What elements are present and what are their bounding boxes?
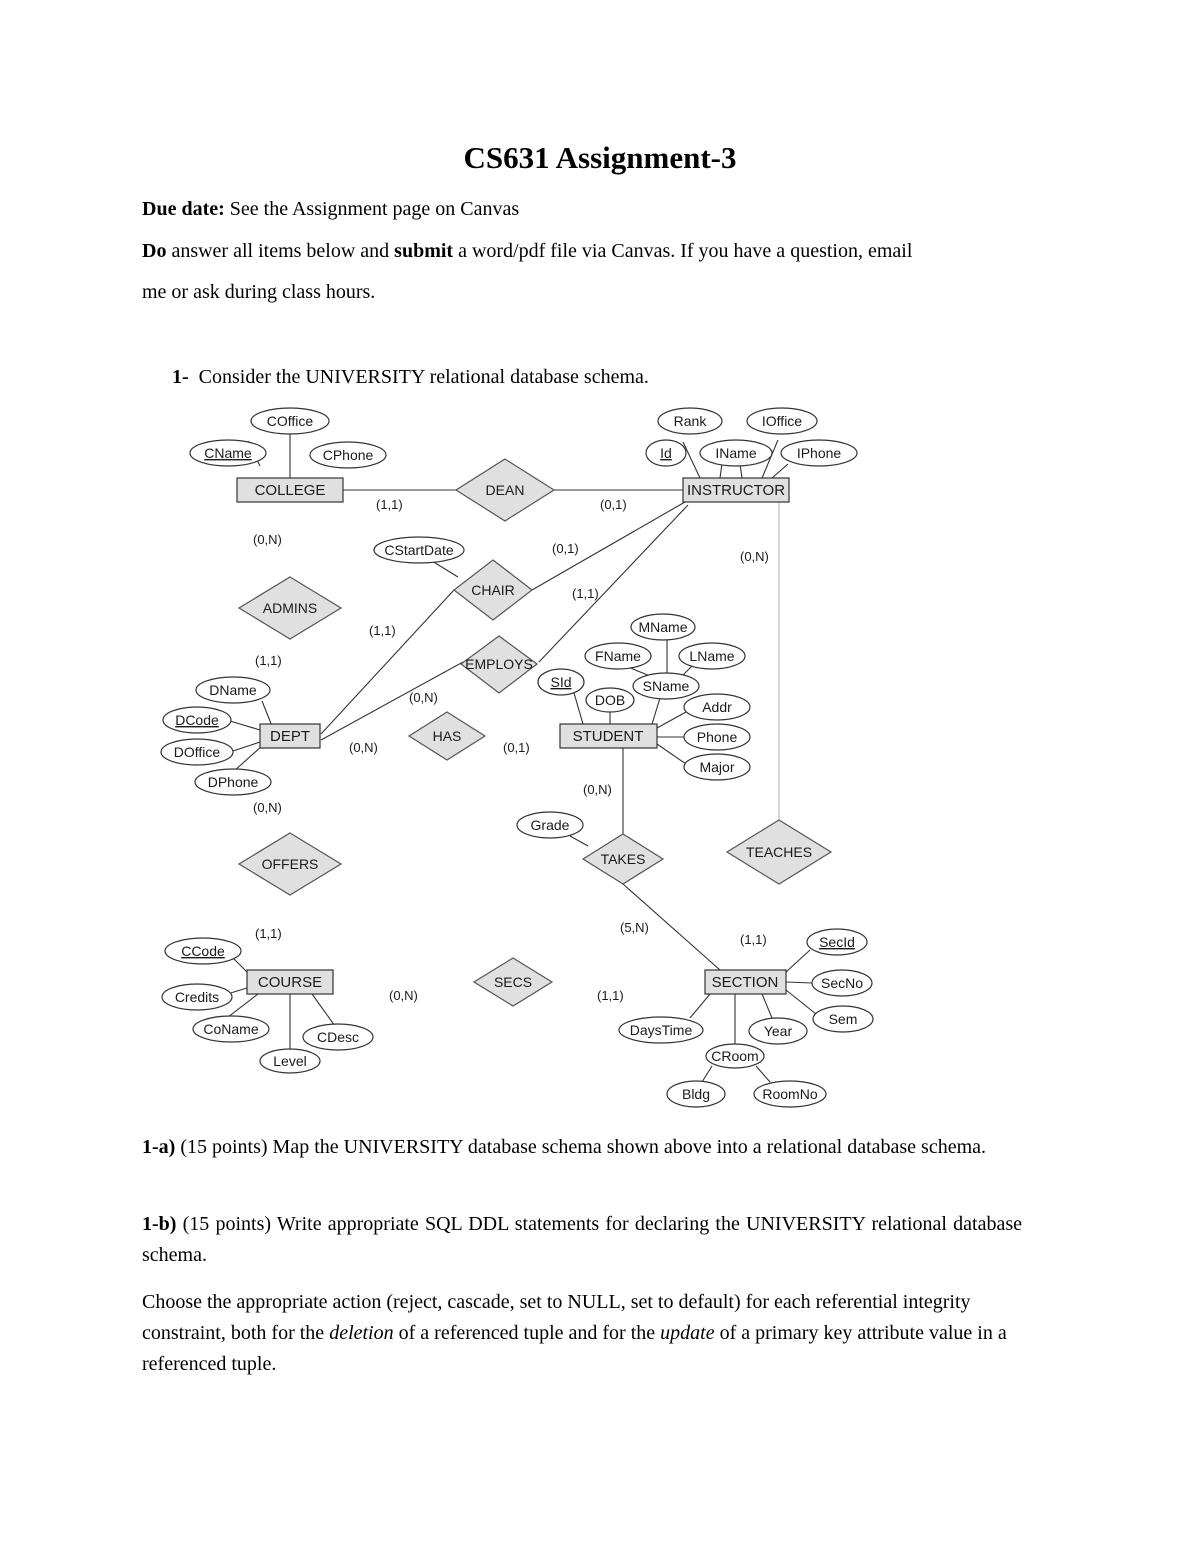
choose-text-1: Choose the appropriate action (reject, cascade, set to NULL, set to default) for each referential integrity constraint, both for the: [142, 1291, 971, 1344]
attr-secno: [812, 970, 872, 996]
attr-mname: [631, 614, 695, 640]
relationship-chair: [454, 560, 532, 620]
attr-label: LName: [689, 648, 735, 664]
choose-text-2: of a referenced tuple and for the: [393, 1322, 661, 1344]
attr-croom: [706, 1044, 764, 1068]
attr-label: DOffice: [173, 744, 221, 760]
attr-label: DPhone: [207, 774, 259, 790]
attr-label: Rank: [673, 413, 707, 429]
cardinality-label: (0,N): [740, 549, 769, 564]
attr-coffice: [251, 408, 329, 434]
question-1b-label: 1-b): [142, 1213, 177, 1235]
entity-student: [560, 724, 657, 748]
attr-label: SId: [550, 674, 572, 690]
attr-major: [684, 754, 750, 780]
attr-label: SecId: [819, 934, 855, 950]
attr-rank: [658, 408, 722, 434]
submit-label: submit: [394, 240, 454, 262]
cardinality-label: (0,1): [503, 740, 530, 755]
attr-label: Id: [660, 445, 672, 461]
entity-label: DEPT: [269, 728, 311, 745]
attr-label: Grade: [530, 817, 570, 833]
attr-phone: [684, 724, 750, 750]
relationship-dean: [456, 459, 554, 521]
attr-cstartdate: [374, 537, 464, 563]
deletion-term: deletion: [329, 1322, 394, 1344]
attr-dname: [196, 677, 270, 703]
cardinality-label: (1,1): [740, 932, 767, 947]
relationship-label: ADMINS: [262, 600, 318, 616]
cardinality-label: (1,1): [255, 653, 282, 668]
relationship-label: OFFERS: [261, 856, 319, 872]
cardinality-label: (1,1): [255, 926, 282, 941]
attr-label: DCode: [175, 712, 219, 728]
relationship-takes: [583, 834, 663, 884]
attr-label: Level: [273, 1053, 307, 1069]
question-1-text: Consider the UNIVERSITY relational database schema.: [198, 366, 649, 388]
relationship-admins: [239, 577, 341, 639]
due-date-text: See the Assignment page on Canvas: [224, 198, 520, 220]
page-title: CS631 Assignment-3: [463, 140, 737, 175]
cardinality-label: (0,N): [349, 740, 378, 755]
attr-label: Year: [763, 1023, 793, 1039]
question-1b: [142, 1209, 1022, 1271]
attr-label: Addr: [702, 699, 732, 715]
attr-cname: [190, 440, 266, 466]
cardinality-label: (1,1): [572, 586, 599, 601]
do-label: Do: [142, 240, 167, 262]
entity-label: STUDENT: [572, 728, 644, 745]
entity-dept: [260, 724, 320, 748]
entity-label: COURSE: [257, 974, 323, 991]
attr-level: [260, 1049, 320, 1073]
attr-label: DName: [209, 682, 257, 698]
question-1b-text: (15 points) Write appropriate SQL DDL statements for declaring the UNIVERSITY relational database schema.: [142, 1213, 1022, 1266]
attr-sname: [633, 673, 699, 699]
attr-label: CRoom: [711, 1048, 759, 1064]
relationship-label: TEACHES: [745, 844, 813, 860]
relationship-employs: [461, 636, 537, 693]
cardinality-label: (0,N): [409, 690, 438, 705]
attr-label: DOB: [594, 692, 626, 708]
attr-dphone: [195, 769, 271, 795]
relationship-label: EMPLOYS: [465, 656, 533, 672]
attr-label: IOffice: [761, 413, 803, 429]
attr-id: [646, 440, 686, 466]
attr-label: SName: [642, 678, 690, 694]
entity-college: [237, 478, 343, 502]
cardinality-label: (5,N): [620, 920, 649, 935]
attr-doffice: [161, 739, 233, 765]
question-1a-text: (15 points) Map the UNIVERSITY database schema shown above into a relational database schema.: [175, 1136, 987, 1158]
attr-iname: [700, 440, 772, 466]
attr-credits: [162, 984, 232, 1010]
question-1a: [142, 1132, 1022, 1163]
entity-label: INSTRUCTOR: [686, 482, 786, 499]
attr-ccode: [165, 938, 241, 964]
instructions-text-1: answer all items below and: [166, 240, 395, 262]
relationship-secs: [474, 958, 552, 1006]
relationship-has: [409, 712, 485, 760]
attr-label: Credits: [174, 989, 220, 1005]
attr-label: Major: [699, 759, 735, 775]
attr-label: Sem: [828, 1011, 858, 1027]
attr-label: CName: [204, 445, 252, 461]
attr-dcode: [163, 707, 231, 733]
attr-sid: [538, 669, 584, 695]
relationship-label: SECS: [493, 974, 533, 990]
attr-label: CoName: [203, 1021, 259, 1037]
attr-cphone: [310, 442, 386, 468]
attr-fname: [585, 643, 651, 669]
attr-year: [749, 1018, 807, 1044]
attr-label: Bldg: [681, 1086, 711, 1102]
attr-label: CCode: [181, 943, 225, 959]
cardinality-label: (0,N): [253, 800, 282, 815]
entity-course: [247, 970, 333, 994]
attr-secid: [807, 929, 867, 955]
attr-label: COffice: [266, 413, 314, 429]
attr-label: FName: [595, 648, 641, 664]
cardinality-label: (1,1): [369, 623, 396, 638]
instructions-line-2: me or ask during class hours.: [142, 281, 376, 303]
update-term: update: [660, 1322, 715, 1344]
relationship-label: TAKES: [600, 851, 646, 867]
attr-roomno: [754, 1081, 826, 1107]
attr-lname: [679, 643, 745, 669]
attr-label: DaysTime: [629, 1022, 693, 1038]
relationship-label: HAS: [432, 728, 462, 744]
relationship-label: CHAIR: [471, 582, 515, 598]
attr-label: Phone: [696, 729, 738, 745]
question-1a-label: 1-a): [142, 1136, 176, 1158]
referential-actions-paragraph: [142, 1287, 1022, 1380]
due-date-label: Due date:: [142, 198, 225, 220]
cardinality-label: (1,1): [597, 988, 624, 1003]
entity-instructor: [683, 478, 789, 502]
question-1-number: 1-: [172, 366, 189, 388]
attr-grade: [517, 812, 583, 838]
instructions-text-2: a word/pdf file via Canvas. If you have a question, email: [453, 240, 913, 262]
attr-addr: [684, 694, 750, 720]
attr-daystime: [619, 1017, 703, 1043]
attr-sem: [813, 1006, 873, 1032]
cardinality-label: (0,1): [552, 541, 579, 556]
attr-bldg: [667, 1081, 725, 1107]
relationship-label: DEAN: [485, 482, 525, 498]
choose-text-3: of a primary key attribute value in a referenced tuple.: [142, 1322, 1007, 1375]
attr-label: MName: [638, 619, 688, 635]
attr-ioffice: [747, 408, 817, 434]
attr-cdesc: [303, 1024, 373, 1050]
attr-iphone: [781, 440, 857, 466]
attr-label: IName: [715, 445, 757, 461]
attr-label: CDesc: [316, 1029, 360, 1045]
relationship-offers: [239, 833, 341, 895]
cardinality-label: (0,1): [600, 497, 627, 512]
relationship-teaches: [727, 820, 831, 884]
attr-label: RoomNo: [762, 1086, 818, 1102]
attr-label: SecNo: [820, 975, 864, 991]
attr-label: IPhone: [796, 445, 842, 461]
cardinality-label: (0,N): [389, 988, 418, 1003]
cardinality-label: (0,N): [253, 532, 282, 547]
entity-label: COLLEGE: [254, 482, 326, 499]
cardinalities: [253, 497, 769, 1003]
attr-coname: [193, 1016, 269, 1042]
entity-section: [705, 970, 786, 994]
attr-label: CPhone: [322, 447, 374, 463]
cardinality-label: (0,N): [583, 782, 612, 797]
entity-label: SECTION: [711, 974, 779, 991]
attr-label: CStartDate: [384, 542, 454, 558]
attr-dob: [586, 688, 634, 712]
cardinality-label: (1,1): [376, 497, 403, 512]
